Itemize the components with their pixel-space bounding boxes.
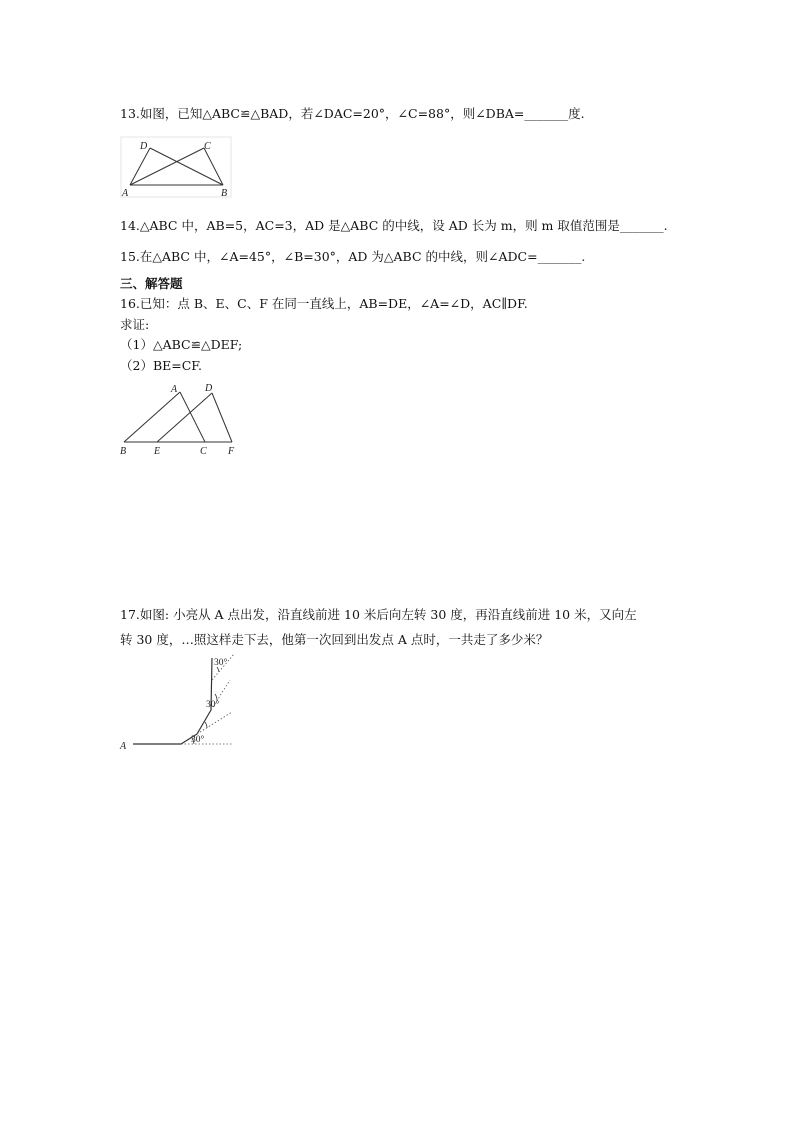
label-C: C bbox=[204, 141, 211, 152]
walking-path bbox=[133, 658, 212, 744]
question-16-line-2: 求证: bbox=[120, 317, 150, 332]
segment-AC bbox=[130, 148, 204, 185]
label-B: B bbox=[221, 188, 228, 199]
question-15-text: 15.在△ABC 中，∠A=45°，∠B=30°，AD 为△ABC 的中线，则∠ADC=_______. bbox=[120, 249, 586, 264]
label-A: A bbox=[122, 188, 129, 199]
angle-arc-2 bbox=[205, 722, 207, 728]
question-13-text: 13.如图，已知△ABC≌△BAD，若∠DAC=20°，∠C=88°，则∠DBA=_______度. bbox=[120, 106, 585, 121]
label-D: D bbox=[140, 141, 148, 152]
segment-BD bbox=[150, 148, 223, 185]
angle-label-1: 30° bbox=[191, 735, 205, 745]
segment-AC bbox=[180, 392, 205, 442]
segment-DF bbox=[212, 393, 232, 442]
angle-label-2: 30° bbox=[206, 700, 220, 710]
question-16-figure bbox=[116, 380, 244, 460]
figure-border bbox=[121, 137, 231, 197]
label-A: A bbox=[120, 741, 127, 752]
label-A: A bbox=[171, 384, 178, 395]
question-17-line-2: 转 30 度，…照这样走下去，他第一次回到出发点 A 点时，一共走了多少米？ bbox=[120, 632, 549, 647]
label-C: C bbox=[200, 446, 207, 457]
extension-2 bbox=[197, 712, 232, 734]
question-16-line-3: （1）△ABC≌△DEF; bbox=[120, 337, 243, 352]
question-13-figure bbox=[118, 136, 234, 200]
label-E: E bbox=[154, 446, 161, 457]
question-16-line-4: （2）BE=CF. bbox=[120, 358, 203, 373]
section-heading: 三、解答题 bbox=[120, 276, 183, 291]
label-D: D bbox=[205, 383, 213, 394]
segment-BA bbox=[124, 392, 180, 442]
question-17-line-1: 17.如图: 小亮从 A 点出发，沿直线前进 10 米后向左转 30 度，再沿直线前进 10 米，又向左 bbox=[120, 607, 637, 622]
label-F: F bbox=[228, 446, 235, 457]
angle-label-3: 30° bbox=[214, 658, 228, 668]
question-16-line-1: 16.已知：点 B、E、C、F 在同一直线上，AB=DE，∠A=∠D，AC∥DF. bbox=[120, 296, 528, 311]
label-B: B bbox=[120, 446, 127, 457]
segment-BC bbox=[204, 148, 223, 185]
question-17-figure bbox=[116, 650, 240, 754]
question-14-text: 14.△ABC 中，AB=5，AC=3，AD 是△ABC 的中线，设 AD 长为 m，则 m 取值范围是_______. bbox=[120, 218, 668, 233]
